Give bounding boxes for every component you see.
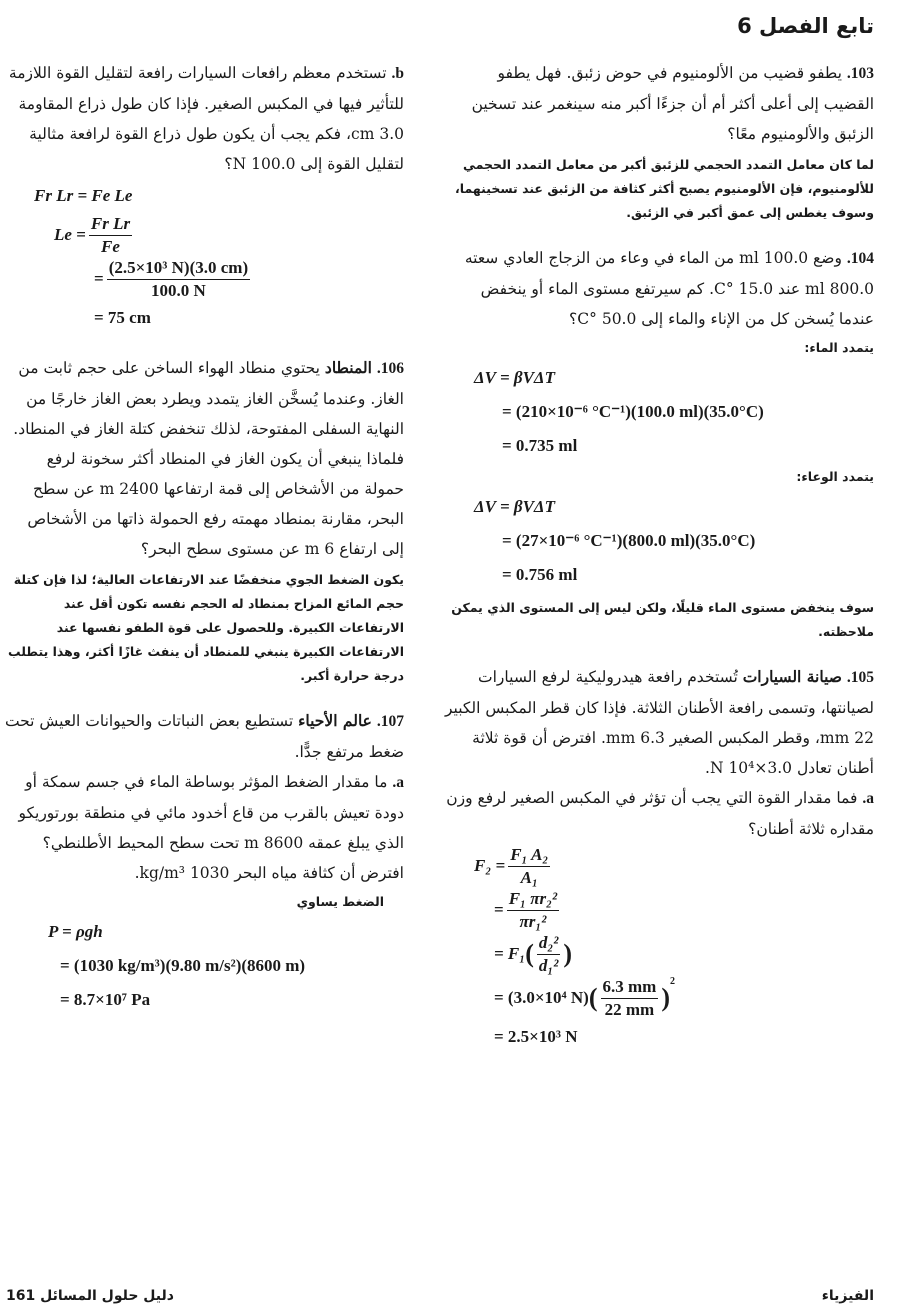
page-number: 161 xyxy=(6,1288,36,1304)
section-label: يتمدد الوعاء: xyxy=(796,469,874,484)
equation-line: P = ρgh xyxy=(48,922,103,941)
vessel-equations xyxy=(444,490,874,592)
problem-keyword: المنطاد xyxy=(324,358,372,377)
problem-text: يطفو قضيب من الألومنيوم في حوض زئبق. فهل يطفو القضيب إلى أعلى أكثر أم أن جزءًا أكبر منه سينغمر عند تسخين الزئبق والألومنيوم معًا؟ xyxy=(471,64,874,143)
part-text: تستخدم معظم رافعات السيارات رافعة لتقليل القوة اللازمة للتأثير فيها في المكبس الصغير. فإذا كان طول ذراع المقاومة 3.0 cm، فكم يجب أن يكون طول ذراع القوة لرافعة مثالية لتقليل القوة إلى 100.0 N؟ xyxy=(8,64,404,173)
problem-text: تستطيع بعض النباتات والحيوانات العيش تحت ضغط مرتفع جدًّا. xyxy=(4,712,404,761)
equation-line: = 75 cm xyxy=(94,308,151,327)
equation-line: = 2.5×10³ N xyxy=(494,1027,578,1046)
answer-text: سوف ينخفض مستوى الماء قليلًا، ولكن ليس إلى المستوى الذي يمكن ملاحظته. xyxy=(451,600,874,639)
footer-subject: الفيزياء xyxy=(821,1288,874,1304)
problem-105 xyxy=(444,662,874,1054)
part-label: b. xyxy=(391,65,404,82)
right-column xyxy=(444,58,874,1072)
force-equations xyxy=(444,844,874,1054)
problem-104 xyxy=(444,243,874,644)
footer-guide xyxy=(6,1288,174,1304)
equation-line: = (210×10⁻⁶ °C⁻¹)(100.0 ml)(35.0°C) xyxy=(502,402,764,421)
problem-105-part-b xyxy=(4,58,404,335)
section-label: الضغط يساوي xyxy=(296,894,384,909)
equation-line: = (1030 kg/m³)(9.80 m/s²)(8600 m) xyxy=(60,956,306,975)
problem-number: 106. xyxy=(376,360,404,377)
left-column xyxy=(4,58,404,1035)
problem-keyword: عالم الأحياء xyxy=(298,711,372,730)
equation-line: = $\frac{\text{F₁ πr₂²}}{\text{πr₁²}}$ xyxy=(494,888,558,931)
problem-106 xyxy=(4,353,404,688)
problem-text: تُستخدم رافعة هيدروليكية لرفع السيارات لصيانتها، وتسمى رافعة الأطنان الثلاثة. فإذا كان قطر المكبس الكبير 22 mm، وقطر المكبس الصغير 6.3 mm. افترض أن قوة ثلاثة أطنان تعادل 3.0×10⁴ N. xyxy=(444,668,874,777)
equation-line: = (27×10⁻⁶ °C⁻¹)(800.0 ml)(35.0°C) xyxy=(502,531,756,550)
equation-line: = 8.7×10⁷ Pa xyxy=(60,990,151,1009)
footer-guide-title: دليل حلول المسائل xyxy=(40,1288,174,1304)
problem-103 xyxy=(444,58,874,225)
equation-line: F₂ = $\frac{\text{F₁ A₂}}{\text{A₁}}$ xyxy=(474,844,549,887)
problem-107 xyxy=(4,706,404,1017)
equation-line: = $\frac{\text{(2.5×10³ N)(3.0 cm)}}{100.0 N}$ xyxy=(94,257,249,300)
part-label: a. xyxy=(392,774,404,791)
pressure-equations xyxy=(4,915,404,1017)
problem-number: 103. xyxy=(846,65,874,82)
problem-text: يحتوي منطاد الهواء الساخن على حجم ثابت من الغاز. وعندما يُسخَّن الغاز يتمدد ويطرد بعض الغاز خارجًا من النهاية السفلى المفتوحة، لذلك تنخفض كتلة الغاز في المنطاد. فلماذا ينبغي أن يكون الغاز في المنطاد أكثر سخونة لرفع حمولة من الأشخاص إلى قمة ارتفاعها 2400 m عن سطح البحر، مقارنة بمنطاد مهمته رفع الحمولة ذاتها من الأشخاص إلى ارتفاع 6 m عن مستوى سطح البحر؟ xyxy=(13,359,404,558)
equation-line: = 0.756 ml xyxy=(502,565,578,584)
part-label: a. xyxy=(862,790,874,807)
part-text: ما مقدار الضغط المؤثر بوساطة الماء في جسم سمكة أو دودة تعيش بالقرب من قاع أخدود مائي في منطقة بورتوريكو الذي يبلغ عمقه 8600 m تحت سطح المحيط الأطلنطي؟ افترض أن كثافة مياه البحر 1030 kg/m³. xyxy=(18,773,404,882)
water-equations xyxy=(444,361,874,463)
problem-text: وضع 100.0 ml من الماء في وعاء من الزجاج العادي سعته 800.0 ml عند 15.0 °C. كم سيرتفع مستوى الماء أو ينخفض عندما يُسخن كل من الإناء والماء إلى 50.0 °C؟ xyxy=(464,249,874,328)
page-title: تابع الفصل 6 xyxy=(737,14,874,38)
equation-line: = F₁ ( $\frac{\text{d₂²}}{\text{d₁²}}$ ) xyxy=(494,932,573,975)
lever-equations xyxy=(4,179,404,335)
problem-number: 107. xyxy=(376,713,404,730)
equation-line: = (3.0×10⁴ N) ( $\frac{6.3 mm}{22 mm}$ ) $^2$ xyxy=(494,976,675,1019)
problem-number: 105. xyxy=(846,669,874,686)
equation-line: ΔV = βVΔT xyxy=(474,497,555,516)
problem-keyword: صيانة السيارات xyxy=(742,667,842,686)
equation-line: ΔV = βVΔT xyxy=(474,368,555,387)
problem-number: 104. xyxy=(846,250,874,267)
equation-line: Le = $\frac{\text{Fr Lr}}{Fe}$ xyxy=(54,213,131,256)
part-text: فما مقدار القوة التي يجب أن تؤثر في المكبس الصغير لرفع وزن مقداره ثلاثة أطنان؟ xyxy=(446,789,874,838)
equation-line: Fr Lr = Fe Le xyxy=(34,186,133,205)
equation-line: = 0.735 ml xyxy=(502,436,578,455)
section-label: يتمدد الماء: xyxy=(804,340,874,355)
answer-text: يكون الضغط الجوي منخفضًا عند الارتفاعات العالية؛ لذا فإن كتلة حجم المائع المزاح بمنطاد له الحجم نفسه تكون أقل عند الارتفاعات الكبيرة. وللحصول على قوة الطفو نفسها عند الارتفاعات الكبيرة ينبغي للمنطاد أن ينفث غازًا أكثر، وهذا يتطلب درجة حرارة أكبر. xyxy=(7,572,404,683)
answer-text: لما كان معامل التمدد الحجمي للزئبق أكبر من معامل التمدد الحجمي للألومنيوم، فإن الألومنيوم يصبح أكثر كثافة من الزئبق عند تسخينهما، وسوف يغطس إلى عمق أكبر في الزئبق. xyxy=(455,157,874,220)
